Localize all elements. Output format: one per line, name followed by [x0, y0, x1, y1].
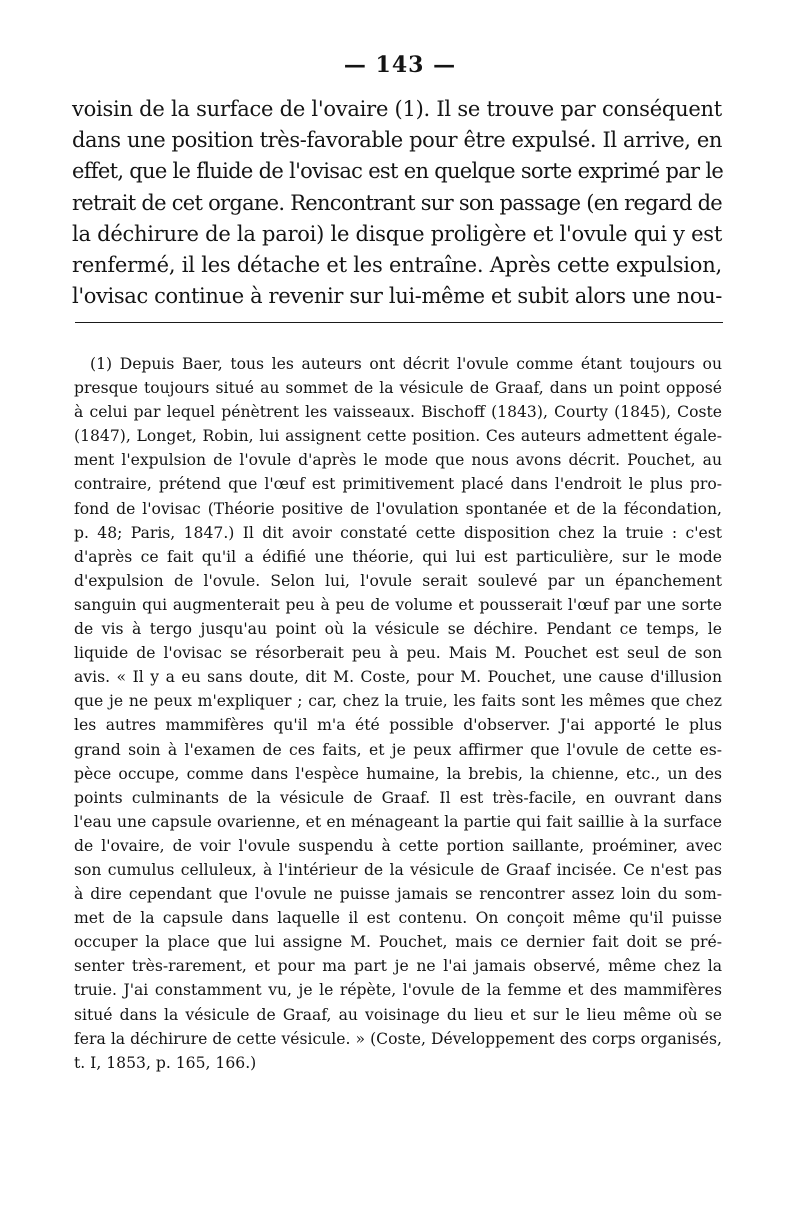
text-line: dans une position très-favorable pour être expulsé. Il arrive, en — [72, 128, 722, 153]
footnote-line: pèce occupe, comme dans l'espèce humaine, la brebis, la chienne, etc., un des — [74, 764, 722, 783]
footnote-line: liquide de l'ovisac se résorberait peu à peu. Mais M. Pouchet est seul de son — [74, 644, 722, 663]
footnote-line: sanguin qui augmenterait peu à peu de volume et pousserait l'œuf par une sorte — [74, 595, 722, 614]
footnote-line: occuper la place que lui assigne M. Pouchet, mais ce dernier fait doit se pré- — [74, 933, 722, 952]
footnote-line: p. 48; Paris, 1847.) Il dit avoir constaté cette disposition chez la truie : c'est — [74, 523, 722, 542]
footnote-line: à celui par lequel pénètrent les vaisseaux. Bischoff (1843), Courty (1845), Coste — [74, 403, 722, 422]
footnote-line: grand soin à l'examen de ces faits, et je peux affirmer que l'ovule de cette es- — [74, 740, 722, 759]
text-line: la déchirure de la paroi) le disque proligère et l'ovule qui y est — [72, 221, 722, 246]
footnote-line: senter très-rarement, et pour ma part je ne l'ai jamais observé, même chez la — [74, 957, 722, 976]
page-number: — 143 — — [343, 52, 457, 78]
text-line: voisin de la surface de l'ovaire (1). Il se trouve par conséquent — [72, 97, 722, 121]
footnote-line: truie. J'ai constamment vu, je le répète, l'ovule de la femme et des mammifères — [74, 981, 722, 1000]
footnote-line: d'après ce fait qu'il a édifié une théorie, qui lui est particulière, sur le mode — [74, 547, 722, 566]
footnote-line: (1847), Longet, Robin, lui assignent cette position. Ces auteurs admettent égale- — [74, 427, 722, 446]
footnote-line: d'expulsion de l'ovule. Selon lui, l'ovule serait soulevé par un épanchement — [74, 571, 722, 590]
footnote-line: fera la déchirure de cette vésicule. » (Coste, Développement des corps organisés, — [74, 1029, 722, 1048]
footnote — [74, 352, 722, 1075]
footnote-separator — [75, 322, 723, 323]
footnote-line: ment l'expulsion de l'ovule d'après le mode que nous avons décrit. Pouchet, au — [74, 451, 722, 470]
main-text — [72, 94, 722, 312]
text-line: retrait de cet organe. Rencontrant sur son passage (en regard de — [72, 190, 722, 215]
footnote-line: que je ne peux m'expliquer ; car, chez la truie, les faits sont les mêmes que chez — [74, 692, 722, 711]
footnote-line: l'eau une capsule ovarienne, et en ménageant la partie qui fait saillie à la surface — [74, 812, 722, 831]
text-line: effet, que le fluide de l'ovisac est en quelque sorte exprimé par le — [72, 159, 724, 184]
footnote-line: les autres mammifères qu'il m'a été possible d'observer. J'ai apporté le plus — [74, 716, 722, 735]
footnote-line: à dire cependant que l'ovule ne puisse jamais se rencontrer assez loin du som- — [74, 885, 722, 904]
footnote-line: points culminants de la vésicule de Graaf. Il est très-facile, en ouvrant dans — [74, 788, 722, 807]
footnote-line: met de la capsule dans laquelle il est contenu. On conçoit même qu'il puisse — [74, 909, 722, 928]
text-line: renfermé, il les détache et les entraîne. Après cette expulsion, — [72, 252, 722, 277]
footnote-line: presque toujours situé au sommet de la vésicule de Graaf, dans un point opposé — [74, 379, 722, 398]
footnote-line: de vis à tergo jusqu'au point où la vésicule se déchire. Pendant ce temps, le — [74, 620, 722, 639]
footnote-line: t. I, 1853, p. 165, 166.) — [74, 1053, 257, 1072]
footnote-line: situé dans la vésicule de Graaf, au voisinage du lieu et sur le lieu même où se — [74, 1005, 722, 1024]
footnote-line: avis. « Il y a eu sans doute, dit M. Coste, pour M. Pouchet, une cause d'illusion — [74, 668, 722, 687]
footnote-line: son cumulus celluleux, à l'intérieur de la vésicule de Graaf incisée. Ce n'est pas — [74, 860, 722, 879]
footnote-line: fond de l'ovisac (Théorie positive de l'ovulation spontanée et de la fécondation, — [74, 499, 722, 518]
footnote-line: (1) Depuis Baer, tous les auteurs ont décrit l'ovule comme étant toujours ou — [90, 355, 722, 373]
footnote-line: contraire, prétend que l'œuf est primitivement placé dans l'endroit le plus pro- — [74, 475, 722, 494]
text-line: l'ovisac continue à revenir sur lui-même et subit alors une nou- — [72, 284, 722, 309]
footnote-line: de l'ovaire, de voir l'ovule suspendu à cette portion saillante, proéminer, avec — [74, 836, 722, 855]
